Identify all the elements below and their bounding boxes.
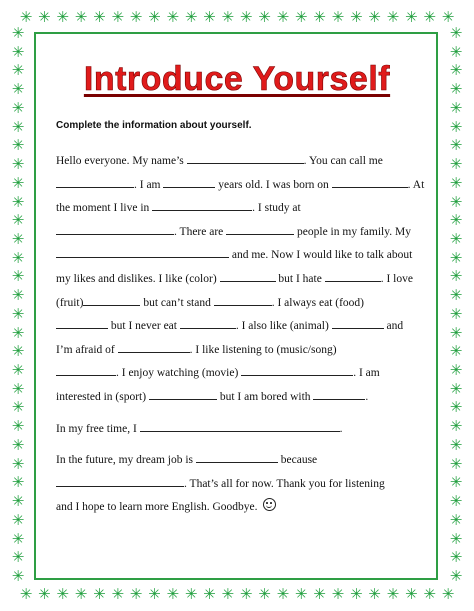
snowflake-icon: ✳ — [11, 529, 25, 548]
text-line — [56, 496, 426, 520]
snowflake-icon: ✳ — [11, 435, 25, 454]
text-segment: because — [277, 454, 318, 467]
snowflake-icon: ✳ — [203, 585, 216, 603]
snowflake-icon: ✳ — [423, 8, 436, 26]
text-segment: . I study at — [252, 202, 301, 215]
snowflake-icon: ✳ — [331, 585, 345, 603]
text-segment: interested in (sport) — [56, 390, 149, 403]
text-segment: but can’t stand — [140, 296, 214, 309]
snowflake-icon: ✳ — [386, 585, 400, 603]
blank-afraid-of[interactable] — [118, 341, 190, 353]
snowflake-icon: ✳ — [405, 8, 418, 26]
snowflake-icon: ✳ — [111, 8, 125, 26]
snowflake-icon: ✳ — [11, 417, 25, 436]
text-line — [56, 150, 426, 174]
snowflake-icon: ✳ — [74, 8, 88, 26]
snowflake-icon: ✳ — [111, 585, 125, 603]
text-segment: . At — [407, 178, 425, 191]
snowflake-icon: ✳ — [221, 8, 235, 26]
snowflake-icon: ✳ — [331, 8, 345, 26]
snowflake-icon: ✳ — [449, 98, 463, 117]
snowflake-icon: ✳ — [349, 8, 363, 26]
worksheet-title: Introduce Yourself — [83, 60, 391, 98]
snowflake-icon: ✳ — [11, 342, 25, 361]
snowflake-icon: ✳ — [11, 117, 25, 136]
text-line — [56, 362, 426, 386]
snowflake-icon: ✳ — [19, 8, 33, 26]
blank-family-count[interactable] — [226, 223, 294, 235]
text-segment: In my free time, I — [56, 422, 140, 435]
instruction-text: Complete the information about yourself. — [56, 120, 252, 131]
snowflake-icon: ✳ — [11, 548, 25, 567]
snowflake-icon: ✳ — [368, 585, 381, 603]
snowflake-icon: ✳ — [129, 585, 143, 603]
text-segment: . I like listening to (music/song) — [189, 343, 337, 356]
snowflake-icon: ✳ — [449, 211, 463, 230]
snowflake-icon: ✳ — [449, 80, 463, 99]
snowflake-icon: ✳ — [449, 117, 463, 136]
text-segment: . There are — [174, 225, 227, 238]
snowflake-icon: ✳ — [258, 585, 271, 603]
blank-school[interactable] — [56, 223, 174, 235]
text-segment: and me. Now I would like to talk about — [229, 249, 413, 262]
blank-name[interactable] — [187, 152, 304, 164]
snowflake-icon: ✳ — [74, 585, 88, 603]
snowflake-icon: ✳ — [166, 585, 180, 603]
snowflake-icon: ✳ — [11, 229, 25, 248]
snowflake-icon: ✳ — [449, 61, 463, 80]
snowflake-icon: ✳ — [423, 585, 436, 603]
snowflake-icon: ✳ — [349, 585, 363, 603]
text-segment: but I hate — [275, 272, 325, 285]
text-line — [56, 221, 426, 245]
snowflake-icon: ✳ — [449, 342, 463, 361]
snowflake-icon: ✳ — [184, 8, 198, 26]
text-segment: . — [365, 390, 369, 403]
snowflake-icon: ✳ — [11, 173, 25, 192]
blank-movie[interactable] — [241, 364, 353, 376]
snowflake-icon: ✳ — [11, 473, 25, 492]
snowflake-icon: ✳ — [11, 61, 25, 80]
right-border — [446, 26, 466, 585]
text-segment: Hello everyone. My name’s — [56, 155, 187, 167]
blank-color[interactable] — [220, 270, 276, 282]
snowflake-icon: ✳ — [449, 529, 463, 548]
blank-animal[interactable] — [332, 317, 384, 329]
blank-birthday[interactable] — [332, 176, 408, 188]
snowflake-icon: ✳ — [11, 248, 25, 267]
text-segment: but I am bored with — [216, 390, 314, 403]
snowflake-icon: ✳ — [449, 267, 463, 286]
bottom-border — [18, 585, 456, 605]
snowflake-icon: ✳ — [166, 8, 180, 26]
snowflake-icon: ✳ — [11, 510, 25, 529]
snowflake-icon: ✳ — [38, 8, 51, 26]
snowflake-icon: ✳ — [11, 155, 25, 174]
snowflake-icon: ✳ — [449, 379, 463, 398]
snowflake-icon: ✳ — [405, 585, 418, 603]
snowflake-icon: ✳ — [11, 80, 25, 99]
snowflake-icon: ✳ — [258, 8, 271, 26]
text-line — [56, 292, 426, 316]
paragraph-free-time — [56, 418, 426, 442]
snowflake-icon: ✳ — [441, 585, 455, 603]
paragraph-future — [56, 449, 426, 520]
snowflake-icon: ✳ — [449, 417, 463, 436]
blank-fruit[interactable] — [83, 294, 140, 306]
text-segment: the moment I live in — [56, 202, 153, 215]
snowflake-icon: ✳ — [449, 192, 463, 211]
blank-food[interactable] — [56, 317, 108, 329]
blank-bored-with[interactable] — [313, 388, 365, 400]
text-line — [56, 386, 426, 410]
snowflake-icon: ✳ — [11, 361, 25, 380]
snowflake-icon: ✳ — [11, 24, 25, 42]
snowflake-icon: ✳ — [449, 567, 463, 585]
blank-family-members[interactable] — [56, 246, 229, 258]
snowflake-icon: ✳ — [11, 192, 25, 211]
snowflake-icon: ✳ — [449, 42, 463, 61]
left-border — [8, 26, 28, 585]
snowflake-icon: ✳ — [313, 585, 326, 603]
text-segment: years old. I was born on — [215, 178, 332, 191]
snowflake-icon: ✳ — [449, 323, 463, 342]
snowflake-icon: ✳ — [449, 454, 463, 473]
snowflake-icon: ✳ — [449, 24, 463, 42]
text-line — [56, 174, 426, 198]
text-segment: In the future, my dream job is — [56, 454, 196, 467]
text-line — [56, 339, 426, 363]
smiley-icon — [263, 498, 276, 511]
text-segment: . I always eat (food) — [271, 296, 364, 309]
text-segment: . I enjoy watching (movie) — [116, 367, 242, 380]
text-line — [56, 449, 426, 473]
blank-city[interactable] — [152, 199, 252, 211]
blank-nickname[interactable] — [56, 176, 134, 188]
snowflake-icon: ✳ — [276, 585, 290, 603]
snowflake-icon: ✳ — [294, 8, 308, 26]
text-segment: my likes and dislikes. I like (color) — [56, 272, 220, 285]
snowflake-icon: ✳ — [56, 8, 69, 26]
snowflake-icon: ✳ — [93, 8, 106, 26]
snowflake-icon: ✳ — [449, 173, 463, 192]
snowflake-icon: ✳ — [11, 379, 25, 398]
snowflake-icon: ✳ — [11, 454, 25, 473]
snowflake-icon: ✳ — [449, 435, 463, 454]
blank-age[interactable] — [163, 176, 215, 188]
snowflake-icon: ✳ — [449, 248, 463, 267]
snowflake-icon: ✳ — [203, 8, 216, 26]
text-line — [56, 268, 426, 292]
text-line — [56, 315, 426, 339]
blank-sport[interactable] — [149, 388, 217, 400]
text-segment: . I love — [380, 272, 413, 285]
snowflake-icon: ✳ — [93, 585, 106, 603]
blank-free-time[interactable] — [140, 420, 340, 432]
text-segment: . I am — [353, 367, 380, 380]
snowflake-icon: ✳ — [294, 585, 308, 603]
blank-because[interactable] — [56, 475, 184, 487]
text-line — [56, 418, 426, 442]
blank-cant-stand[interactable] — [214, 294, 272, 306]
snowflake-icon: ✳ — [449, 229, 463, 248]
snowflake-icon: ✳ — [148, 585, 161, 603]
snowflake-icon: ✳ — [11, 267, 25, 286]
snowflake-icon: ✳ — [449, 398, 463, 417]
snowflake-icon: ✳ — [441, 8, 455, 26]
text-segment: (fruit) — [56, 296, 84, 309]
snowflake-icon: ✳ — [221, 585, 235, 603]
snowflake-icon: ✳ — [11, 492, 25, 511]
snowflake-icon: ✳ — [449, 361, 463, 380]
snowflake-icon: ✳ — [11, 304, 25, 323]
blank-dream-job[interactable] — [196, 451, 278, 463]
text-line — [56, 473, 426, 497]
snowflake-icon: ✳ — [129, 8, 143, 26]
snowflake-icon: ✳ — [148, 8, 161, 26]
snowflake-icon: ✳ — [449, 492, 463, 511]
snowflake-icon: ✳ — [449, 473, 463, 492]
snowflake-icon: ✳ — [449, 155, 463, 174]
text-segment: . That’s all for now. Thank you for listening — [184, 477, 385, 490]
blank-music[interactable] — [56, 364, 116, 376]
snowflake-icon: ✳ — [313, 8, 326, 26]
text-line — [56, 197, 426, 221]
text-segment: . You can call me — [303, 155, 383, 167]
snowflake-icon: ✳ — [11, 211, 25, 230]
snowflake-icon: ✳ — [38, 585, 51, 603]
snowflake-icon: ✳ — [276, 8, 290, 26]
worksheet-body — [56, 150, 426, 520]
blank-hate[interactable] — [325, 270, 381, 282]
snowflake-icon: ✳ — [184, 585, 198, 603]
snowflake-icon: ✳ — [368, 8, 381, 26]
snowflake-icon: ✳ — [11, 567, 25, 585]
snowflake-icon: ✳ — [11, 136, 25, 155]
snowflake-icon: ✳ — [449, 304, 463, 323]
snowflake-icon: ✳ — [11, 42, 25, 61]
top-border — [18, 8, 456, 28]
text-segment: and — [383, 320, 404, 333]
snowflake-icon: ✳ — [11, 323, 25, 342]
snowflake-icon: ✳ — [11, 98, 25, 117]
snowflake-icon: ✳ — [11, 398, 25, 417]
text-segment: . I am — [134, 178, 164, 191]
snowflake-icon: ✳ — [239, 585, 253, 603]
snowflake-icon: ✳ — [19, 585, 33, 603]
snowflake-icon: ✳ — [449, 510, 463, 529]
text-segment: but I never eat — [108, 320, 180, 333]
snowflake-icon: ✳ — [239, 8, 253, 26]
text-line — [56, 244, 426, 268]
snowflake-icon: ✳ — [449, 286, 463, 305]
snowflake-icon: ✳ — [11, 286, 25, 305]
paragraph-about-me — [56, 150, 426, 410]
text-segment: . I also like (animal) — [235, 320, 332, 333]
text-segment: and I hope to learn more English. Goodbye. — [56, 501, 261, 514]
snowflake-icon: ✳ — [56, 585, 69, 603]
text-segment: . — [339, 422, 343, 435]
snowflake-icon: ✳ — [449, 548, 463, 567]
snowflake-icon: ✳ — [386, 8, 400, 26]
text-segment: I’m afraid of — [56, 343, 118, 356]
text-segment: people in my family. My — [294, 225, 411, 238]
snowflake-icon: ✳ — [449, 136, 463, 155]
blank-never-eat[interactable] — [180, 317, 236, 329]
